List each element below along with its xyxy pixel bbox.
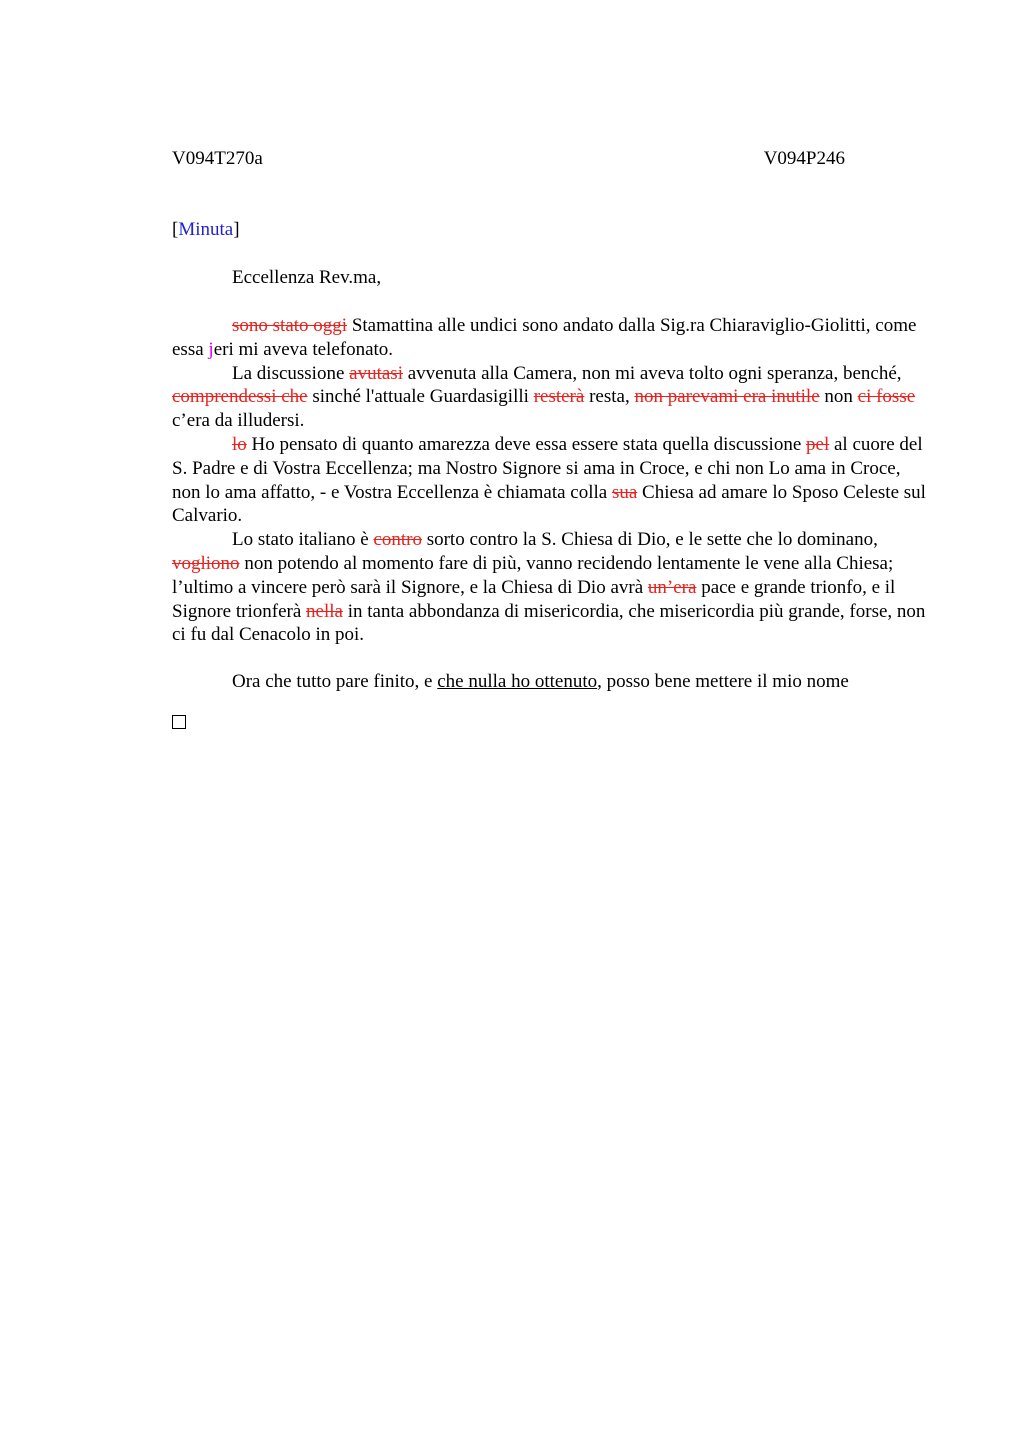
paragraph-text: Lo stato italiano è (232, 529, 374, 551)
paragraph-text: non (819, 386, 858, 408)
paragraph-text: non potendo al momento fare di più, vanno recidendo lentamente le vene alla Chiesa; l’ultimo a vincere però sarà il Signore, e la Chiesa di Dio avrà (172, 552, 894, 598)
minuta-text: Minuta (178, 219, 234, 240)
minuta-label (172, 218, 240, 242)
paragraph-text: sinché l'attuale Guardasigilli (307, 386, 534, 408)
paragraph-text: c’era da illudersi. (172, 410, 305, 432)
paragraph-text: avvenuta alla Camera, non mi aveva tolto ogni speranza, benché, (402, 362, 902, 384)
minuta-open-bracket: [ (172, 219, 179, 240)
deleted-text: un’era (647, 576, 697, 598)
paragraph-2 (172, 362, 932, 433)
checkbox-square-icon (172, 715, 186, 729)
deleted-text: sono stato oggi (232, 315, 348, 336)
deleted-text: ci fosse (857, 386, 916, 408)
letter-body (172, 314, 932, 647)
paragraph-text: Ho pensato di quanto amarezza deve essa essere stata quella discussione (246, 433, 807, 455)
paragraph-text: eri mi aveva telefonato. (213, 338, 394, 360)
paragraph-text: La discussione (232, 362, 350, 384)
paragraph-text: pace e grande trionfo, e il Signore trionferà (172, 576, 896, 622)
underlined-text: che nulla ho ottenuto (437, 671, 598, 692)
deleted-text: comprendessi che (172, 386, 308, 408)
document-code-left: V094T270a (172, 148, 263, 169)
paragraph-4 (172, 528, 932, 647)
paragraph-text: sorto contro la S. Chiesa di Dio, e le sette che lo dominano, (421, 529, 878, 551)
deleted-text: non parevami era inutile (634, 386, 820, 408)
deleted-text: resterà (533, 386, 585, 408)
closing-text: Ora che tutto pare finito, e (232, 671, 438, 692)
inserted-letter: j (208, 338, 214, 360)
paragraph-text: al cuore del S. Padre e di Vostra Eccellenza; ma Nostro Signore si ama in Croce, e chi non Lo ama in Croce, non lo ama affatto, - e Vostra Eccellenza è chiamata colla (172, 433, 923, 503)
deleted-text: pel (806, 433, 830, 455)
deleted-text: lo (232, 433, 247, 455)
paragraph-3 (172, 433, 932, 528)
document-code-right: V094P246 (763, 148, 845, 169)
paragraph-1 (172, 314, 932, 362)
paragraph-text: in tanta abbondanza di misericordia, che misericordia più grande, forse, non ci fu dal Cenacolo in poi. (172, 600, 926, 646)
paragraph-text: Chiesa ad amare lo Sposo Celeste sul Calvario. (172, 481, 926, 527)
salutation: Eccellenza Rev.ma, (232, 267, 382, 288)
closing-line (232, 670, 849, 694)
document-header (172, 147, 845, 171)
paragraph-text: resta, (584, 386, 635, 408)
deleted-text: sua (611, 481, 638, 503)
deleted-text: vogliono (172, 552, 240, 574)
deleted-text: avutasi (349, 362, 403, 384)
paragraph-text: Stamattina alle undici sono andato dalla Sig.ra Chiaraviglio-Giolitti, come essa (172, 315, 917, 360)
deleted-text: contro (373, 529, 422, 551)
deleted-text: nella (306, 600, 343, 622)
closing-text: , posso bene mettere il mio nome (597, 671, 849, 692)
minuta-close-bracket: ] (233, 219, 240, 240)
